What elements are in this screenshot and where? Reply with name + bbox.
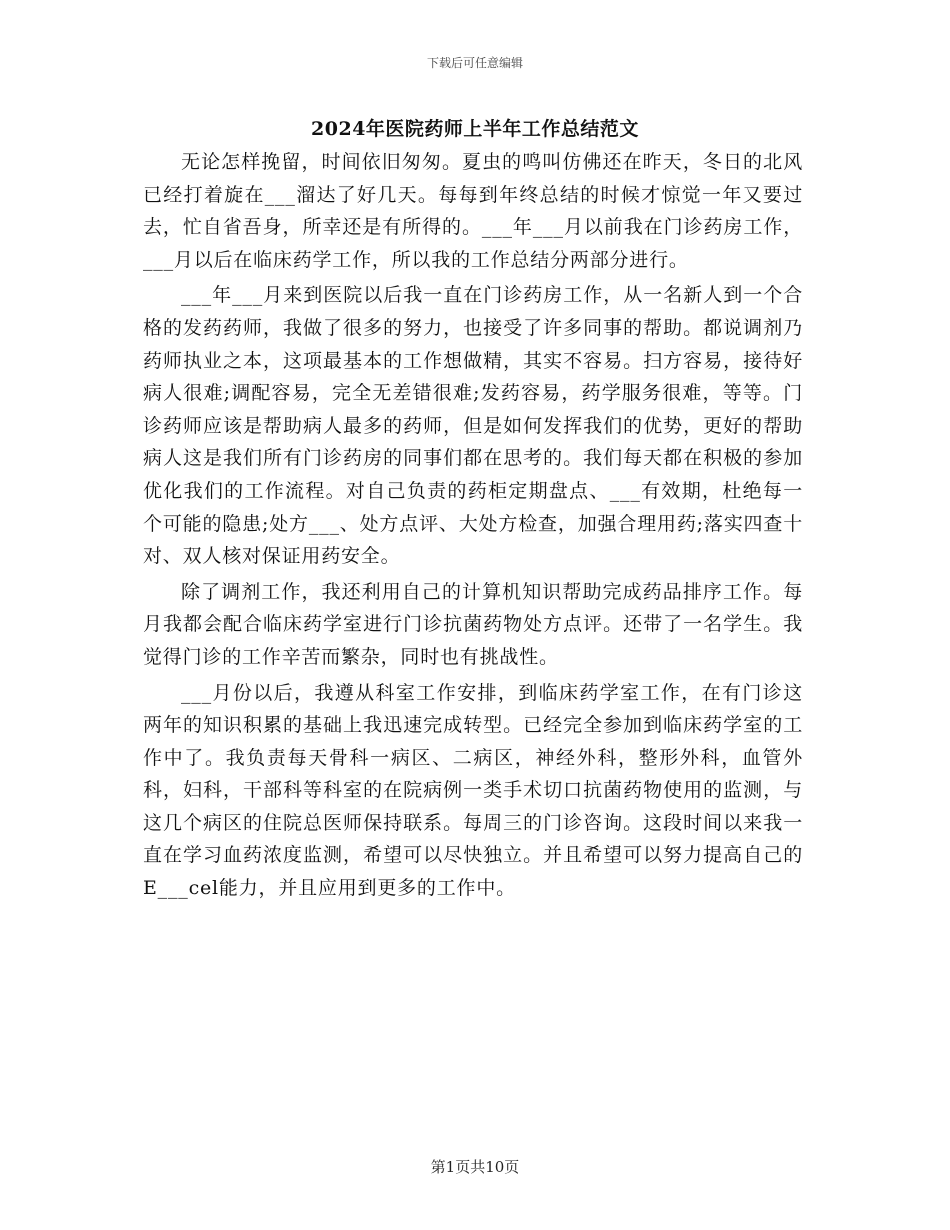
paragraph-4: ___月份以后，我遵从科室工作安排，到临床药学室工作，在有门诊这两年的知识积累的基础上我迅速完成转型。已经完全参加到临床药学室的工作中了。我负责每天骨科一病区、二病区，神经外科，整形外科，血管外科，妇科，干部科等科室的在院病例一类手术切口抗菌药物使用的监测，与这几个病区的住院总医师保持联系。每周三的门诊咨询。这段时间以来我一直在学习血药浓度监测，希望可以尽快独立。并且希望可以努力提高自己的E___cel能力，并且应用到更多的工作中。: [143, 681, 803, 900]
document-body: [143, 146, 803, 908]
paragraph-3: 除了调剂工作，我还利用自己的计算机知识帮助完成药品排序工作。每月我都会配合临床药学室进行门诊抗菌药物处方点评。还带了一名学生。我觉得门诊的工作辛苦而繁杂，同时也有挑战性。: [143, 580, 803, 668]
paragraph-2: ___年___月来到医院以后我一直在门诊药房工作，从一名新人到一个合格的发药药师，我做了很多的努力，也接受了许多同事的帮助。都说调剂乃药师执业之本，这项最基本的工作想做精，其实不容易。扫方容易，接待好病人很难;调配容易，完全无差错很难;发药容易，药学服务很难，等等。门诊药师应该是帮助病人最多的药师，但是如何发挥我们的优势，更好的帮助病人这是我们所有门诊药房的同事们都在思考的。我们每天都在积极的参加优化我们的工作流程。对自己负责的药柜定期盘点、___有效期，杜绝每一个可能的隐患;处方___、处方点评、大处方检查，加强合理用药;落实四查十对、双人核对保证用药安全。: [143, 284, 803, 568]
paragraph-1: 无论怎样挽留，时间依旧匆匆。夏虫的鸣叫仿佛还在昨天，冬日的北风已经打着旋在___溜达了好几天。每每到年终总结的时候才惊觉一年又要过去，忙自省吾身，所幸还是有所得的。___年___月以前我在门诊药房工作，___月以后在临床药学工作，所以我的工作总结分两部分进行。: [143, 151, 803, 271]
page-number: 第1页共10页: [430, 1158, 520, 1176]
header-note: 下载后可任意编辑: [426, 56, 523, 70]
document-title: 2024年医院药师上半年工作总结范文: [311, 118, 639, 140]
